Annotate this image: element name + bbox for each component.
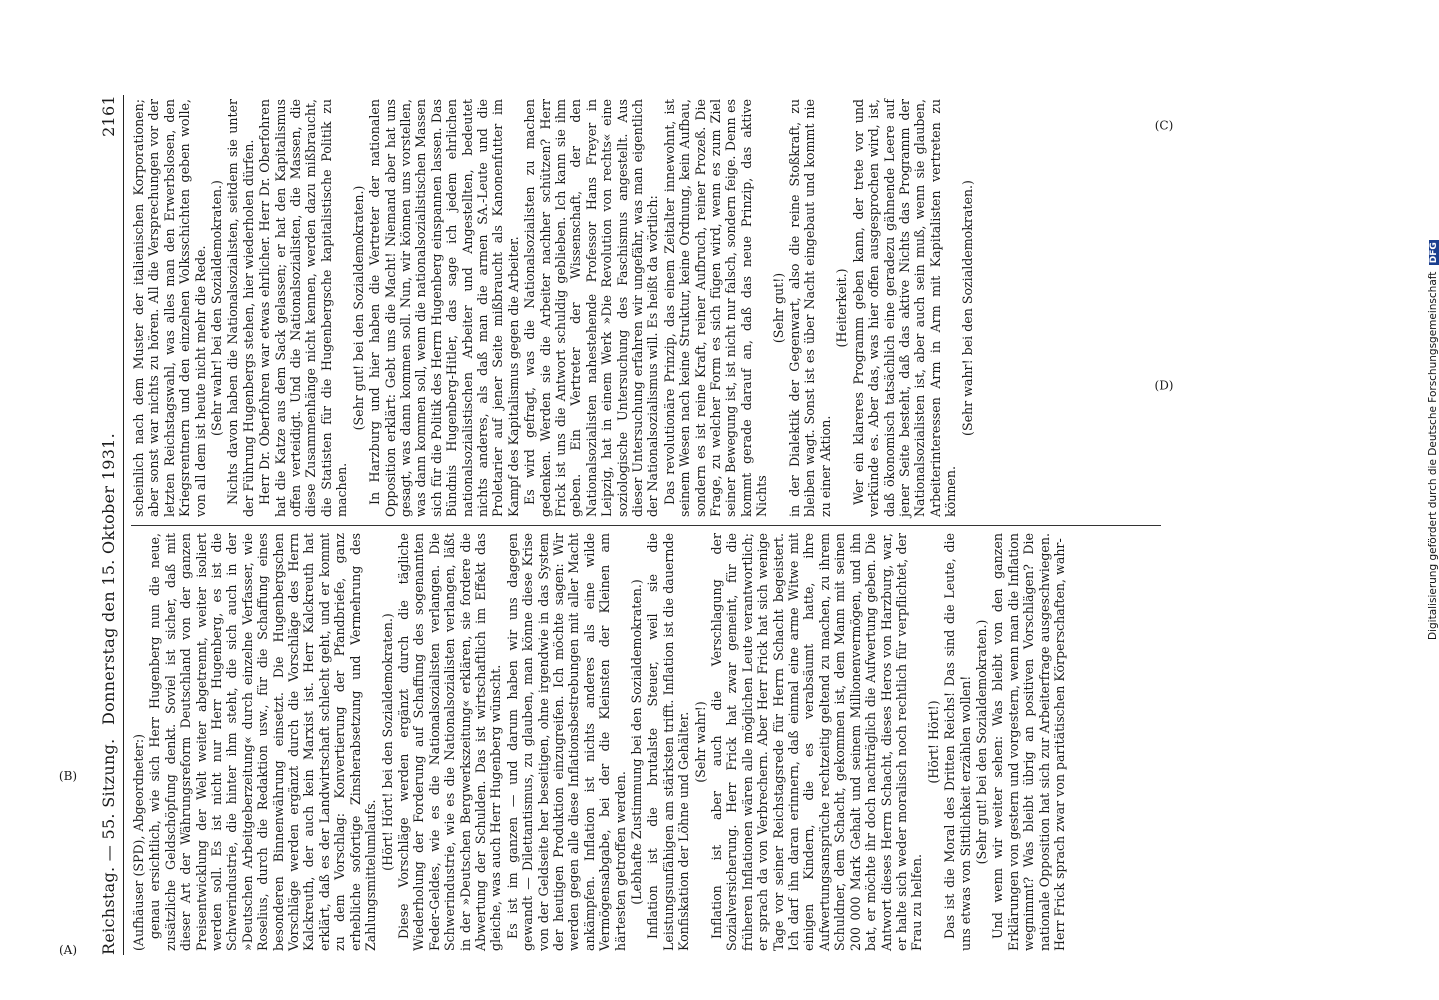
paragraph: Diese Vorschläge werden ergänzt durch die tägliche Wiederholung der Forderung auf Schaffung des sogenannten Feder-Geldes, wie es die Nationalsozialisten verlangen. Die Schwerindustrie, wie es die Nationalsozialisten verlangen, läßt in der »Deutschen Bergwerkszeitung« erklären, sie fordere die Abwertung der Schulden. Das ist wirtschaftlich im Effekt das gleiche, was auch Herr Hugenberg wünscht. — [395, 533, 504, 951]
paragraph: Es ist im ganzen — und darum haben wir uns dagegen gewandt — Dilettantismus, zu glauben, man könne diese Krise von der Geldseite her beseitigen, ohne irgendwie in das System der heutigen Produktion einzugreifen. Ich möchte sagen: Wir werden gegen alle diese Inflationsbestrebungen mit aller Macht ankämpfen. Inflation ist nichts anderes als eine wilde Vermögensabgabe, bei der die Kleinsten der Kleinen am härtesten getroffen werden. — [504, 533, 628, 951]
interjection: (Lebhafte Zustimmung bei den Sozialdemokraten.) — [629, 579, 644, 905]
margin-marker-a: (A) — [58, 942, 78, 957]
header-left: Reichstag. — 55. Sitzung. — [99, 738, 118, 955]
paragraph: In Harzburg und hier haben die Vertreter der nationalen Opposition erklärt: Gebt uns die Macht! Niemand aber hat uns gesagt, was dann kommen soll. Nun, wir können uns vorstellen, was dann kommen soll, wenn die nationalsozialistischen Massen sich für die Politik des Herrn Hugenberg einspannen lassen. Das Bündnis Hugenberg-Hitler, das sage ich jedem ehrlichen nationalsozialistischen Arbeiter und Angestellten, bedeutet nichts anderes, als daß man die armen SA.-Leute und die Proletarier auf jener Seite mißbraucht als Kanonenfutter im Kampf des Kapitalismus gegen die Arbeiter. — [367, 99, 521, 517]
interjection: (Sehr wahr! bei den Sozialdemokraten.) — [209, 180, 225, 436]
paragraph: scheinlich nach dem Muster der italienischen Korporationen; aber sonst war nichts zu hören. All die Versprechungen vor der letzten Reichstagswahl, was alles man den Erwerbslosen, den Kriegsrentnern und den einzelnen Volksschichten geben wolle, von all dem ist heute nicht mehr die Rede. — [131, 99, 208, 517]
page-number: 2161 — [99, 95, 118, 137]
page-header — [95, 95, 125, 955]
paragraph: Wer ein klareres Programm geben kann, der trete vor und verkünde es. Aber das, was hier offen ausgesprochen wird, ist, daß ökonomisch tatsächlich eine geradezu gähnende Leere auf jener Seite besteht, daß das aktive Nichts das Programm der Nationalsozialisten ist, aber auch sein muß, wenn sie glauben, Arbeiterinteressen Arm in Arm mit Kapitalisten vertreten zu können. — [850, 99, 959, 517]
digitization-credit — [1427, 240, 1439, 640]
interjection: (Sehr wahr!) — [692, 701, 708, 783]
paragraph: genau ersichtlich, wie sich Herr Hugenberg nun die neue, zusätzliche Geldschöpfung denkt. Soviel ist sicher, daß mit dieser Art der Währungsreform Deutschland von der ganzen Preisentwicklung der Welt weiter abgetrennt, weiter isoliert werden soll. Es ist nicht nur Herr Hugenberg, es ist die Schwerindustrie, die hinter ihm steht, die sich auch in der »Deutschen Arbeitgeberzeitung« durch einzelne Verfasser, wie Roselius, durch die Redaktion usw., für die Schaffung eines besonderen Binnenwährung einsetzt. Die Hugenbergschen Vorschläge werden ergänzt durch die Vorschläge des Herrn Kalckreuth, der auch kein Marxist ist. Herr Kalckreuth hat erklärt, daß es der Landwirtschaft schlecht geht, und er kommt zu dem Vorschlag: Konvertierung der Pfandbriefe, ganz erhebliche sofortige Zinsherabsetzung und Vermehrung des Zahlungsmittelumlaufs. — [147, 533, 379, 951]
interjection: (Sehr gut!) — [770, 272, 786, 344]
header-date: Donnerstag den 15. Oktober 1931. — [99, 432, 118, 725]
paragraph: Nichts davon haben die Nationalsozialisten, seitdem sie unter der Führung Hugenbergs stehen, hier wiederholen dürfen. — [225, 99, 256, 517]
paragraph: Inflation ist die brutalste Steuer, weil sie die Leistungsunfähigen am stärksten trifft. Inflation ist die dauernde Konfiskation der Löhne und Gehälter. — [645, 533, 692, 951]
interjection: (Sehr gut! bei den Sozialdemokraten.) — [973, 619, 989, 865]
paragraph: (Aufhäuser (SPD), Abgeordneter:) — [131, 733, 146, 951]
paragraph: Das ist die Moral des Dritten Reichs! Das sind die Leute, die uns etwas von Sittlichkeit erzählen wollen! — [942, 533, 973, 951]
quotation: Das revolutionäre Prinzip, das einem Zeitalter innewohnt, ist seinem Wesen nach keine Struktur, keine Ordnung, kein Aufbau, sondern es ist reine Kraft, reiner Aufbruch, reiner Prozeß. Die Frage, zu welcher Form es sich fügen wird, wenn es zum Ziel seiner Bewegung ist, ist nicht nur falsch, sondern feige. Denn es kommt gerade darauf an, daß das neue Prinzip, das aktive Nichts — [661, 99, 770, 517]
paragraph: Inflation ist aber auch die Verschlagung der Sozialversicherung. Herr Frick hat zwar gemeint, für die früheren Inflationen wären alle möglichen Leute verantwortlich; er sprach da von Verbrechern. Aber Herr Frick hat sich wenige Tage vor seiner Reichstagsrede für Herrn Schacht begeistert. Ich darf ihn daran erinnern, daß einmal eine arme Witwe mit einigen Kindern, die es verabsäumt hatte, ihre Aufwertungsansprüche rechtzeitig geltend zu machen, zu ihrem Schuldner, dem Schacht, gekommen ist, dem Mann mit seinen 200 000 Mark Gehalt und seinem Millionenvermögen, und ihn bat, er möchte ihr doch nachträglich die Aufwertung geben. Die Antwort dieses Herrn Schacht, dieses Heros von Harzburg, war, er halte sich weder moralisch noch rechtlich für verpflichtet, der Frau zu helfen. — [709, 533, 925, 951]
paragraph: Herr Dr. Oberfohren war etwas ehrlicher. Herr Dr. Oberfohren hat die Katze aus dem Sack gelassen; er hat den Kapitalismus offen verteidigt. Und die Nationalsozialisten, die Massen, die diese Zusammenhänge nicht kennen, werden dazu mißbraucht, die Statisten für die Hugenbergsche kapitalistische Politik zu machen. — [257, 99, 350, 517]
interjection: (Hört! Hört! bei den Sozialdemokraten.) — [379, 613, 395, 871]
margin-marker-d: (D) — [1154, 378, 1174, 393]
quotation: in der Dialektik der Gegenwart, also die reine Stoßkraft, zu bleiben wagt. Sonst ist es über Nacht eingebaut und kommt nie zu einer Aktion. — [787, 99, 833, 517]
column-left — [131, 533, 1161, 951]
paragraph: Und wenn wir weiter sehen: Was bleibt von den ganzen Erklärungen von gestern und vorgestern, wenn man die Inflation wegnimmt? Was bleibt übrig an positiven Vorschlägen? Die nationale Opposition hat sich zur Arbeiterfrage ausgeschwiegen. Herr Frick sprach zwar von paritätischen Körperschaften, wahr- — [990, 533, 1067, 951]
header-rule — [123, 95, 124, 955]
rotated-page — [58, 95, 1175, 957]
dfg-logo: DFG — [1429, 242, 1439, 264]
margin-marker-c: (C) — [1154, 118, 1174, 133]
column-divider — [131, 525, 1161, 526]
column-right — [131, 99, 1161, 517]
margin-marker-b: (B) — [58, 768, 78, 783]
interjection: (Sehr wahr! bei den Sozialdemokraten.) — [959, 180, 975, 436]
paragraph: Es wird gefragt, was die Nationalsozialisten zu machen gedenken. Werden sie die Arbeiter nachher schützen? Herr Frick ist uns die Antwort schuldig geblieben. Ich kann sie ihm geben. Ein Vertreter der Wissenschaft, der den Nationalsozialisten nahestehende Professor Hans Freyer in Leipzig, hat in einem Werk »Die Revolution von rechts« eine soziologische Untersuchung des Faschismus angestellt. Aus dieser Untersuchung erfahren wir ungefähr, was man eigentlich der Nationalsozialismus will. Es heißt da wörtlich: — [522, 99, 661, 517]
credit-text: Digitalisierung gefördert durch die Deutsche Forschungsgemeinschaft — [1427, 271, 1439, 640]
interjection: (Hört! Hört!) — [925, 700, 941, 784]
interjection: (Sehr gut! bei den Sozialdemokraten.) — [350, 185, 366, 431]
interjection: (Heiterkeit.) — [834, 268, 850, 348]
